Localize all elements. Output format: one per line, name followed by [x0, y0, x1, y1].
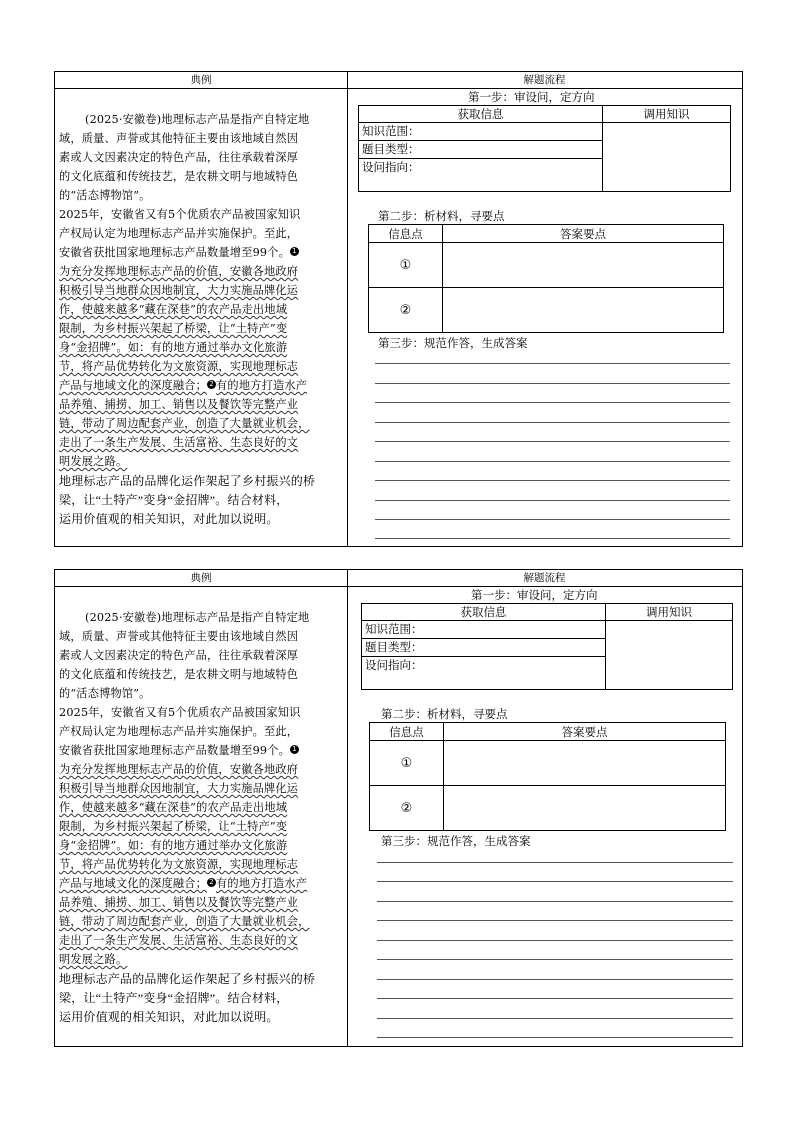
highlighted-line: 积极引导当地群众因地制宜，大力实施品牌化运: [59, 284, 299, 297]
answer-point-1[interactable]: [444, 741, 726, 786]
material-line: 2025年，安徽省又有5个优质农产品被国家知识: [59, 208, 301, 221]
highlighted-line: 限制，为乡村振兴架起了桥梁，让“土特产”变: [59, 820, 288, 833]
col-get-info: 获取信息: [362, 604, 606, 621]
info-point-1: ①: [370, 741, 444, 786]
material-line: 产权局认定为地理标志产品并实施保护。至此，: [59, 227, 299, 240]
answer-point-2[interactable]: [443, 288, 724, 333]
highlighted-line: 品养殖、捕捞、加工、销售以及餐饮等完整产业: [59, 398, 299, 411]
answer-line: [375, 422, 730, 423]
highlighted-line: 链，带动了周边配套产业，创造了大量就业机会，: [59, 915, 310, 928]
answer-line: [375, 383, 730, 384]
answer-line: [375, 538, 730, 539]
material-line: 安徽省获批国家地理标志产品数量增至99个。 1: [59, 742, 299, 761]
col-use-knowledge: 调用知识: [603, 106, 731, 123]
info-point-2: ②: [369, 288, 443, 333]
answer-line: [375, 461, 730, 462]
question-line: 地理标志产品的品牌化运作架起了乡村振兴的桥: [59, 972, 316, 986]
example-column: [55, 586, 347, 1046]
info-point-2: ②: [370, 786, 444, 831]
highlighted-line: 走出了一条生产发展、生活富裕、生态良好的文: [59, 934, 299, 947]
answer-line: [375, 441, 730, 442]
material-line: 2025年，安徽省又有5个优质农产品被国家知识: [59, 706, 301, 719]
question-line: 梁，让“土特产”变身“金招牌”。结合材料，: [59, 991, 289, 1005]
info-knowledge-table: [361, 603, 733, 690]
highlighted-line: 为充分发挥地理标志产品的价值，安徽各地政府: [59, 763, 299, 776]
answer-line: [377, 979, 733, 980]
highlighted-line: 产品与地域文化的深度融合； 2 有的地方打造水产: [59, 379, 308, 392]
process-header: 解题流程: [347, 570, 742, 587]
example-header: 典例: [55, 570, 348, 587]
highlighted-line: 为充分发挥地理标志产品的价值，安徽各地政府: [59, 265, 299, 278]
point-answer-table: [368, 224, 724, 333]
problem-line: 的“活态博物馆”。: [59, 687, 151, 700]
highlighted-line: 节，将产品优势转化为文旅资源，实现地理标志: [59, 858, 299, 871]
highlighted-line: 积极引导当地群众因地制宜，大力实施品牌化运: [59, 782, 299, 795]
process-column: [348, 586, 742, 1046]
answer-line: [377, 1037, 733, 1038]
col-use-knowledge: 调用知识: [606, 604, 733, 621]
answer-line: [375, 519, 730, 520]
highlighted-line: 走出了一条生产发展、生活富裕、生态良好的文: [59, 436, 299, 449]
knowledge-scope-cell[interactable]: 知识范围：: [359, 123, 603, 141]
col-answer-point: 答案要点: [443, 225, 724, 243]
answer-line: [377, 959, 733, 960]
material-line: 安徽省获批国家地理标志产品数量增至99个。 1: [59, 244, 299, 263]
highlighted-line: 作，使越来越多“藏在深巷”的农产品走出地域: [59, 801, 288, 814]
question-line: 运用价值观的相关知识，对此加以说明。: [59, 512, 279, 526]
answer-line: [377, 881, 733, 882]
highlighted-line: 限制，为乡村振兴架起了桥梁，让“土特产”变: [59, 322, 288, 335]
question-direction-cell[interactable]: 设问指向：: [359, 159, 603, 192]
highlighted-line: 品养殖、捕捞、加工、销售以及餐饮等完整产业: [59, 896, 299, 909]
problem-line: 的文化底蕴和传统技艺，是农耕文明与地域特色: [59, 170, 299, 183]
step-2-title: 第二步：析材料，寻要点: [378, 209, 505, 223]
highlighted-line: 产品与地域文化的深度融合； 2 有的地方打造水产: [59, 877, 308, 890]
problem-line: 的“活态博物馆”。: [59, 189, 151, 202]
step-3-title: 第三步：规范作答，生成答案: [381, 834, 531, 848]
highlighted-line: 节，将产品优势转化为文旅资源，实现地理标志: [59, 360, 299, 373]
highlighted-line: 身“金招牌”。如：有的地方通过举办文化旅游: [59, 341, 288, 354]
info-knowledge-table: [358, 105, 731, 192]
answer-line: [375, 480, 730, 481]
point-answer-table: [369, 722, 726, 831]
process-column: [348, 88, 742, 546]
highlighted-line: 明发展之路。: [59, 953, 128, 966]
problem-line: 的文化底蕴和传统技艺，是农耕文明与地域特色: [59, 668, 299, 681]
question-direction-cell[interactable]: 设问指向：: [362, 657, 606, 690]
worksheet-block-1: [54, 71, 743, 547]
answer-line: [377, 920, 733, 921]
step-3-title: 第三步：规范作答，生成答案: [378, 336, 528, 350]
answer-line: [377, 998, 733, 999]
answer-line: [377, 940, 733, 941]
step-1-title: 第一步：审设问，定方向: [471, 588, 598, 602]
answer-line: [375, 363, 730, 364]
answer-line: [377, 901, 733, 902]
col-info-point: 信息点: [370, 723, 444, 741]
highlighted-line: 明发展之路。: [59, 455, 128, 468]
step-2-title: 第二步：析材料，寻要点: [381, 707, 508, 721]
marker-1: 1: [290, 247, 299, 256]
question-line: 运用价值观的相关知识，对此加以说明。: [59, 1010, 279, 1024]
problem-line: 素或人文因素决定的特色产品，往往承载着深厚: [59, 151, 299, 164]
material-line: 产权局认定为地理标志产品并实施保护。至此，: [59, 725, 299, 738]
marker-2: 2: [207, 878, 216, 887]
answer-line: [375, 402, 730, 403]
problem-line: (2025·安徽卷)地理标志产品是指产自特定地: [85, 611, 310, 624]
question-type-cell[interactable]: 题目类型：: [359, 141, 603, 159]
col-answer-point: 答案要点: [444, 723, 726, 741]
question-line: 梁，让“土特产”变身“金招牌”。结合材料，: [59, 493, 289, 507]
answer-point-2[interactable]: [444, 786, 726, 831]
question-type-cell[interactable]: 题目类型：: [362, 639, 606, 657]
highlighted-line: 身“金招牌”。如：有的地方通过举办文化旅游: [59, 839, 288, 852]
problem-line: (2025·安徽卷)地理标志产品是指产自特定地: [85, 113, 310, 126]
example-header: 典例: [55, 72, 348, 89]
col-info-point: 信息点: [369, 225, 443, 243]
knowledge-scope-cell[interactable]: 知识范围：: [362, 621, 606, 639]
knowledge-answer-cell[interactable]: [606, 621, 733, 690]
answer-point-1[interactable]: [443, 243, 724, 288]
problem-line: 素或人文因素决定的特色产品，往往承载着深厚: [59, 649, 299, 662]
marker-1: 1: [290, 745, 299, 754]
process-header: 解题流程: [347, 72, 742, 89]
problem-line: 域，质量、声誉或其他特征主要由该地域自然因: [59, 132, 299, 145]
worksheet-block-2: [54, 569, 743, 1047]
step-1-title: 第一步：审设问，定方向: [468, 90, 595, 104]
highlighted-line: 链，带动了周边配套产业，创造了大量就业机会，: [59, 417, 310, 430]
answer-line: [375, 500, 730, 501]
answer-line: [377, 862, 733, 863]
col-get-info: 获取信息: [359, 106, 603, 123]
knowledge-answer-cell[interactable]: [603, 123, 731, 192]
question-line: 地理标志产品的品牌化运作架起了乡村振兴的桥: [59, 474, 316, 488]
example-column: [55, 88, 347, 546]
problem-line: 域，质量、声誉或其他特征主要由该地域自然因: [59, 630, 299, 643]
answer-line: [377, 1018, 733, 1019]
info-point-1: ①: [369, 243, 443, 288]
highlighted-line: 作，使越来越多“藏在深巷”的农产品走出地域: [59, 303, 288, 316]
marker-2: 2: [207, 380, 216, 389]
